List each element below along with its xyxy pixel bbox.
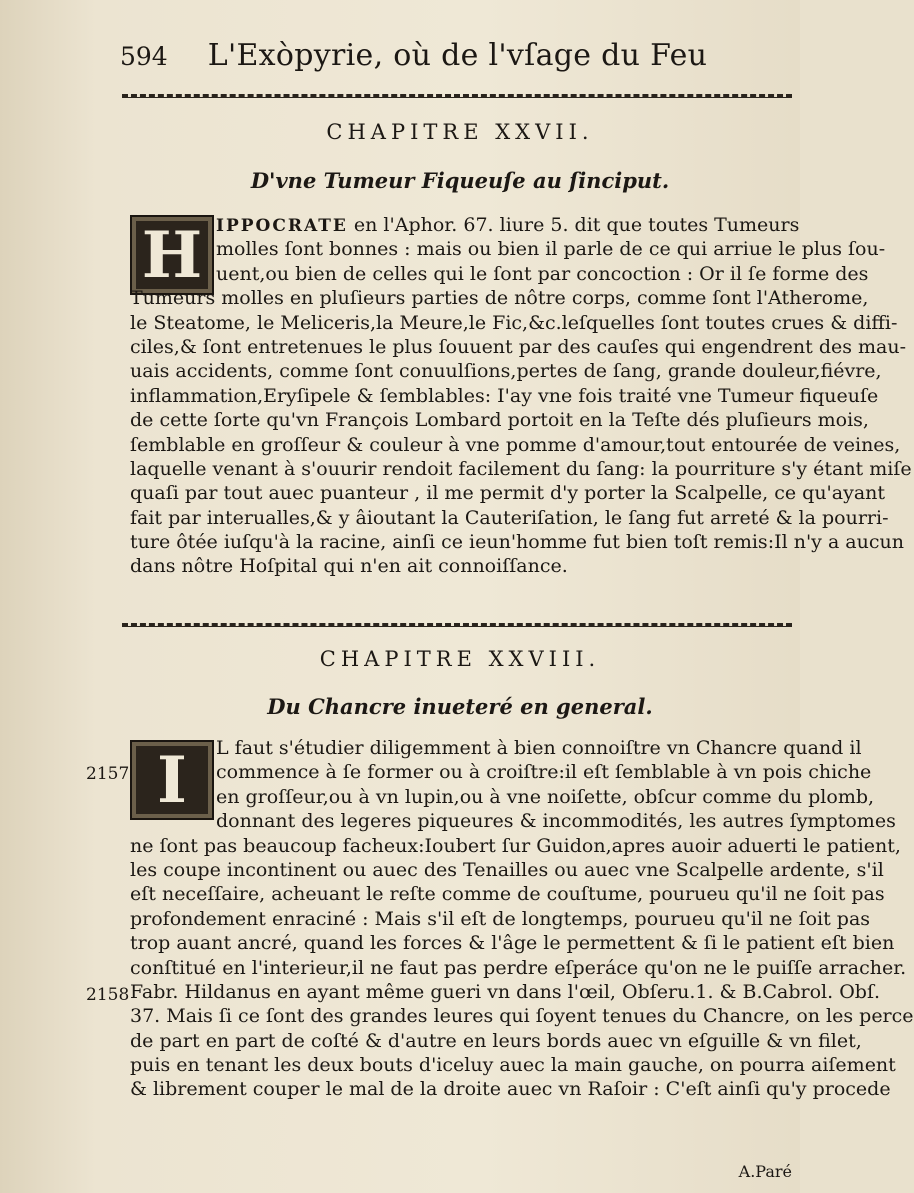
text-line: ſemblable en groſſeur & couleur à vne pomme d'amour,tout entourée de veines,: [130, 433, 901, 456]
text-line: ciles,& ſont entretenues le plus ſouuent par des cauſes qui engendrent des mau-: [130, 335, 907, 358]
text-line: les coupe incontinent ou auec des Tenailles ou auec vne Scalpelle ardente, s'il: [130, 858, 884, 881]
text-line: en groſſeur,ou à vn lupin,ou à vne noiſette, obſcur comme du plomb,: [216, 785, 875, 808]
text-line: Tumeurs molles en pluſieurs parties de nôtre corps, comme ſont l'Atherome,: [130, 287, 869, 310]
text-line: uent,ou bien de celles qui le ſont par concoction : Or il ſe forme des: [216, 262, 869, 285]
drop-cap-initial: I: [130, 740, 214, 820]
text-line: quaſi par tout auec puanteur , il me permit d'y porter la Scalpelle, ce qu'ayant: [130, 482, 886, 505]
text-line: profondement enraciné : Mais s'il eſt de longtemps, pourueu qu'il ne ſoit pas: [130, 907, 871, 930]
catchword: A.Paré: [738, 1162, 792, 1181]
text-line: inflammation,Eryſipele & ſemblables: I'ay vne fois traité vne Tumeur fiqueuſe: [130, 384, 879, 407]
text-line: le Steatome, le Meliceris,la Meure,le Fic,&c.leſquelles ſont toutes crues & diffi-: [130, 311, 898, 334]
text-line: donnant des legeres piqueures & incommodités, les autres ſymptomes: [216, 810, 896, 833]
text-line: laquelle venant à s'ouurir rendoit facilement du ſang: la pourriture s'y étant miſe: [130, 457, 912, 480]
margin-note: 2158: [86, 985, 130, 1005]
text-line: uais accidents, comme ſont conuulſions,pertes de ſang, grande douleur,fiévre,: [130, 360, 882, 383]
chapter-body: [130, 736, 914, 1102]
text-line: commence à ſe former ou à croiſtre:il eſt ſemblable à vn pois chiche: [216, 761, 872, 784]
ornamental-rule: [122, 94, 792, 98]
ornamental-rule: [122, 623, 792, 627]
chapter-body: [130, 213, 912, 579]
text-line: ne ſont pas beaucoup facheux:Ioubert ſur Guidon,apres auoir aduerti le patient,: [130, 834, 901, 857]
text-line: Fabr. Hildanus en ayant même gueri vn dans l'œil, Obſeru.1. & B.Cabrol. Obſ.: [130, 980, 881, 1003]
text-line: conſtitué en l'interieur,il ne faut pas perdre eſperáce qu'on ne le puiſſe arracher.: [130, 956, 907, 979]
chapter-title: Du Chancre inueteré en general.: [267, 694, 653, 719]
text-line: fait par interualles,& y âioutant la Cauteriſation, le ſang fut arreté & la pourri-: [130, 506, 889, 529]
text-line: dans nôtre Hoſpital qui n'en ait connoiſſance.: [130, 555, 568, 578]
running-title: L'Exòpyrie, où de l'vſage du Feu: [207, 38, 708, 73]
line-text: en l'Aphor. 67. liure 5. dit que toutes Tumeurs: [353, 214, 800, 236]
page-number: 594: [120, 42, 168, 71]
running-header: [120, 38, 800, 82]
opening-word: IPPOCRATE: [216, 216, 348, 236]
chapter-title: D'vne Tumeur Fiqueuſe au ſinciput.: [250, 168, 670, 193]
text-line: de cette ſorte qu'vn François Lombard portoit en la Teſte dés pluſieurs mois,: [130, 409, 869, 432]
chapter-heading: CHAPITRE XXVIII.: [319, 647, 601, 671]
drop-cap-initial: H: [130, 215, 214, 295]
text-line: & librement couper le mal de la droite auec vn Raſoir : C'eſt ainſi qu'y procede: [130, 1078, 891, 1101]
text-line: molles ſont bonnes : mais ou bien il parle de ce qui arriue le plus ſou-: [216, 238, 886, 261]
text-line: 37. Mais ſi ce ſont des grandes leures qui ſoyent tenues du Chancre, on les perce: [130, 1005, 914, 1028]
text-line: eſt neceſſaire, acheuant le reſte comme de couſtume, pourueu qu'il ne ſoit pas: [130, 883, 885, 906]
text-line: ture ôtée iuſqu'à la racine, ainſi ce ieun'homme fut bien toſt remis:Il n'y a aucun: [130, 531, 904, 554]
text-line: [130, 213, 798, 237]
chapter-heading: CHAPITRE XXVII.: [326, 120, 594, 144]
text-line: trop auant ancré, quand les forces & l'âge le permettent & ſi le patient eſt bien: [130, 932, 895, 955]
text-line: de part en part de coſté & d'autre en leurs bords auec vn eſguille & vn filet,: [130, 1029, 862, 1052]
text-line: puis en tenant les deux bouts d'iceluy auec la main gauche, on pourra aiſement: [130, 1054, 896, 1077]
text-line: L faut s'étudier diligemment à bien connoiſtre vn Chancre quand il: [216, 737, 862, 759]
margin-note: 2157: [86, 764, 130, 784]
